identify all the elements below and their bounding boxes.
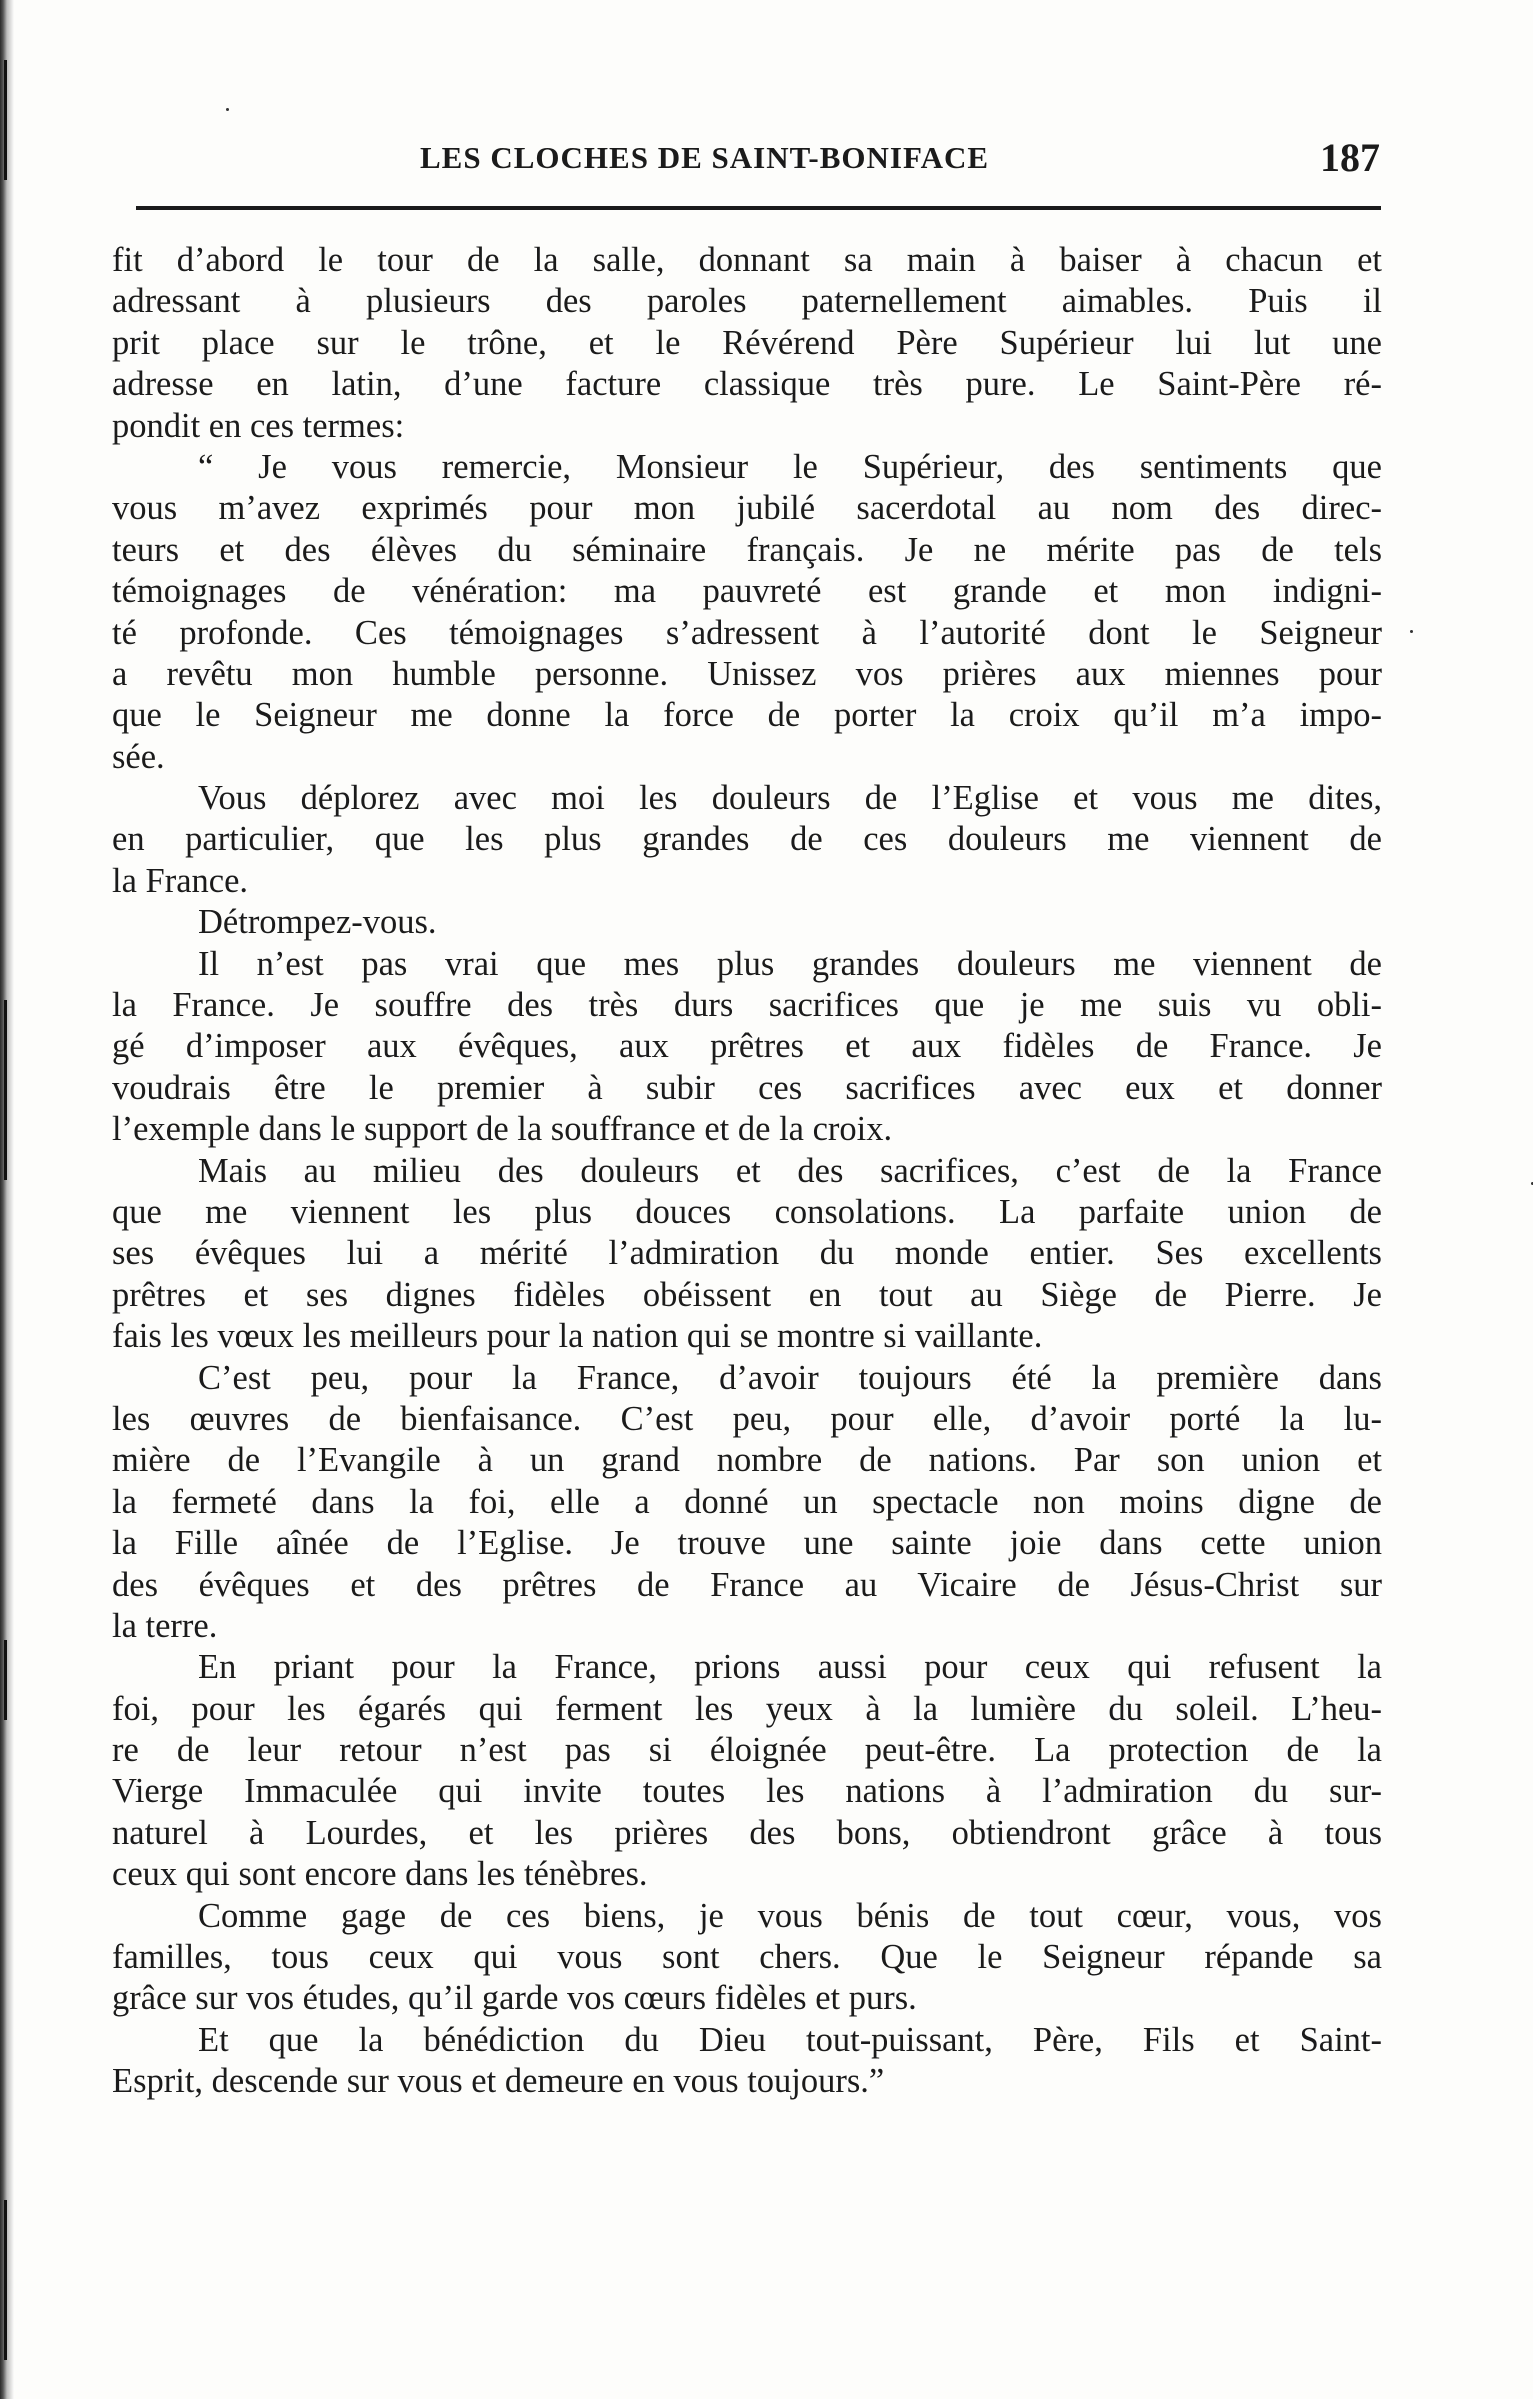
- text-line: C’est peu, pour la France, d’avoir toujours été la première dans: [198, 1358, 1382, 1397]
- text-line: grâce sur vos études, qu’il garde vos cœurs fidèles et purs.: [112, 1979, 917, 2018]
- text-line: té profonde. Ces témoignages s’adressent à l’autorité dont le Seigneur: [112, 613, 1382, 652]
- text-line: Il n’est pas vrai que mes plus grandes douleurs me viennent de: [198, 944, 1382, 983]
- text-line: l’exemple dans le support de la souffrance et de la croix.: [112, 1110, 893, 1149]
- text-line: témoignages de vénération: ma pauvreté est grande et mon indigni-: [112, 572, 1382, 611]
- text-line: adresse en latin, d’une facture classique très pure. Le Saint-Père ré-: [112, 365, 1382, 404]
- text-line: la France. Je souffre des très durs sacrifices que je me suis vu obli-: [112, 986, 1382, 1025]
- print-speck: [1410, 630, 1413, 633]
- text-line: en particulier, que les plus grandes de ces douleurs me viennent de: [112, 820, 1382, 859]
- text-line: Mais au milieu des douleurs et des sacrifices, c’est de la France: [198, 1151, 1382, 1190]
- text-line: la France.: [112, 861, 249, 900]
- text-line: fais les vœux les meilleurs pour la nation qui se montre si vaillante.: [112, 1317, 1043, 1356]
- text-line: Comme gage de ces biens, je vous bénis de tout cœur, vous, vos: [198, 1896, 1382, 1935]
- text-line: la fermeté dans la foi, elle a donné un spectacle non moins digne de: [112, 1482, 1382, 1521]
- text-line: ceux qui sont encore dans les ténèbres.: [112, 1855, 648, 1894]
- text-line: Vierge Immaculée qui invite toutes les nations à l’admiration du sur-: [112, 1772, 1382, 1811]
- text-line: Et que la bénédiction du Dieu tout-puissant, Père, Fils et Saint-: [198, 2020, 1382, 2059]
- text-line: les œuvres de bienfaisance. C’est peu, pour elle, d’avoir porté la lu-: [112, 1399, 1382, 1438]
- text-line: des évêques et des prêtres de France au Vicaire de Jésus-Christ sur: [112, 1565, 1382, 1604]
- text-line: que me viennent les plus douces consolations. La parfaite union de: [112, 1192, 1382, 1231]
- text-line: fit d’abord le tour de la salle, donnant sa main à baiser à chacun et: [112, 241, 1382, 279]
- text-line: pondit en ces termes:: [112, 406, 405, 445]
- body-text: [112, 240, 1382, 2103]
- text-line: foi, pour les égarés qui ferment les yeux à la lumière du soleil. L’heu-: [112, 1689, 1382, 1728]
- text-line: prit place sur le trône, et le Révérend Père Supérieur lui lut une: [112, 323, 1382, 362]
- text-line: a revêtu mon humble personne. Unissez vos prières aux miennes pour: [112, 654, 1382, 693]
- text-line: la Fille aînée de l’Eglise. Je trouve une sainte joie dans cette union: [112, 1524, 1382, 1563]
- text-line: vous m’avez exprimés pour mon jubilé sacerdotal au nom des direc-: [112, 489, 1382, 528]
- text-line: sée.: [112, 737, 165, 776]
- text-line: teurs et des élèves du séminaire français. Je ne mérite pas de tels: [112, 530, 1382, 569]
- binding-mark: [4, 1640, 7, 1720]
- text-line: Esprit, descende sur vous et demeure en vous toujours.”: [112, 2062, 885, 2101]
- text-line: familles, tous ceux qui vous sont chers. Que le Seigneur répande sa: [112, 1938, 1382, 1977]
- page-number: 187: [1320, 135, 1380, 180]
- text-line: mière de l’Evangile à un grand nombre de nations. Par son union et: [112, 1441, 1382, 1480]
- text-line: Détrompez-vous.: [198, 903, 437, 942]
- header-rule: [136, 206, 1381, 210]
- text-line: naturel à Lourdes, et les prières des bons, obtiendront grâce à tous: [112, 1813, 1382, 1852]
- binding-mark: [4, 1000, 7, 1180]
- text-line: Vous déplorez avec moi les douleurs de l’Eglise et vous me dites,: [198, 779, 1382, 818]
- text-line: voudrais être le premier à subir ces sacrifices avec eux et donner: [112, 1068, 1382, 1107]
- running-title: LES CLOCHES DE SAINT-BONIFACE: [420, 140, 990, 175]
- page-header: [110, 135, 1380, 184]
- binding-mark: [4, 2200, 7, 2360]
- binding-mark: [4, 60, 7, 180]
- print-speck: [226, 108, 229, 111]
- text-line: adressant à plusieurs des paroles paternellement aimables. Puis il: [112, 282, 1382, 321]
- text-line: ses évêques lui a mérité l’admiration du monde entier. Ses excellents: [112, 1234, 1382, 1273]
- text-line: que le Seigneur me donne la force de porter la croix qu’il m’a impo-: [112, 696, 1382, 735]
- text-line: re de leur retour n’est pas si éloignée peut-être. La protection de la: [112, 1731, 1382, 1770]
- text-line: “ Je vous remercie, Monsieur le Supérieur, des sentiments que: [198, 447, 1382, 486]
- page-binding-edge: [0, 0, 14, 2399]
- text-line: gé d’imposer aux évêques, aux prêtres et aux fidèles de France. Je: [112, 1027, 1382, 1066]
- text-line: la terre.: [112, 1606, 218, 1645]
- text-line: prêtres et ses dignes fidèles obéissent en tout au Siège de Pierre. Je: [112, 1275, 1382, 1314]
- text-line: En priant pour la France, prions aussi pour ceux qui refusent la: [198, 1648, 1382, 1687]
